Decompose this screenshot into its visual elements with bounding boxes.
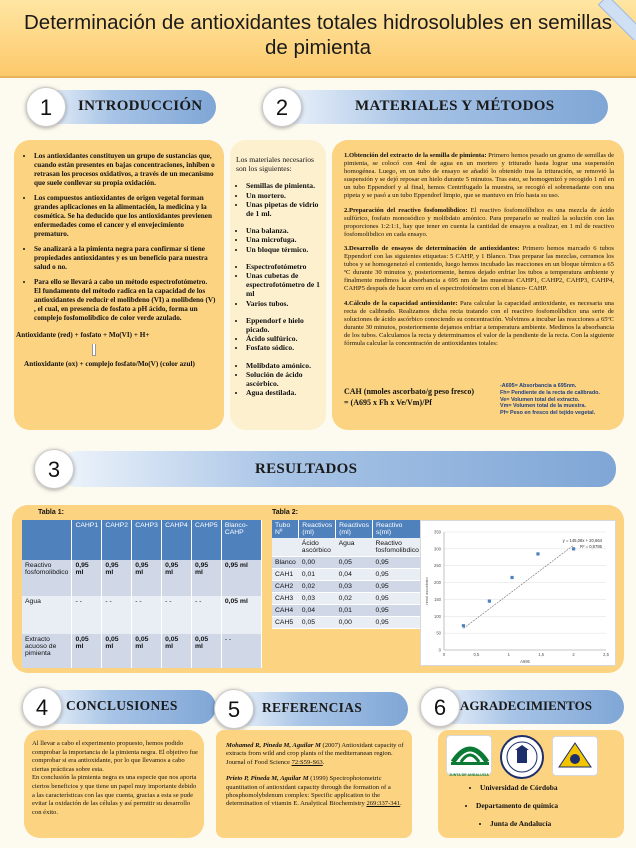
- method-heading: 4.Cálculo de la capacidad antioxidante:: [344, 299, 458, 307]
- x-tick-label: 0,5: [473, 652, 480, 657]
- method-heading: 1.Obtención del extracto de la semilla de pimienta:: [344, 152, 487, 159]
- section-number-3: 3: [34, 449, 74, 489]
- section-number-6: 6: [420, 687, 460, 727]
- acknowledgement-item: • Universidad de Córdoba: [480, 782, 620, 793]
- y-tick-label: 300: [434, 546, 441, 552]
- t2-cell: 0,02: [299, 581, 336, 593]
- y-tick-label: 250: [434, 563, 441, 569]
- reference-end: .: [322, 758, 325, 766]
- junta-logo-text: JUNTA DE ANDALUCIA: [449, 773, 489, 777]
- y-tick-label: 0: [438, 647, 441, 653]
- t2-cell: CAH1: [272, 569, 299, 581]
- material-item: • Unas pipetas de vidrio de 1 ml.: [246, 200, 326, 218]
- y-tick-label: 350: [434, 529, 441, 535]
- reference-end: .: [400, 800, 402, 808]
- legend-line: Fh= Pendiente de la recta de calibrado.: [500, 389, 600, 396]
- table-row: [22, 634, 262, 668]
- y-axis-label: nmol ascorbato: [424, 577, 429, 605]
- method-body: Para calcular la capacidad antioxidante, es necesaria una recta de calibrado. Realizamos dicha recta tratando con el reactivo fosfomolíbdico una serie de soluciones de ácido ascórbico conociendo su concentración. Volvimos a incubar las reacciones a 65ºC durante 30 minutos, posteriormente dejamos enfriar a temperatura ambiente. Medimos la absorbancia de los tubos. Calculamos la recta y determinamos el valor de la pendiente de la recta. Con la siguiente fórmula calcular la concentración de antioxidantes totales:: [344, 299, 614, 347]
- tabla2: [272, 520, 422, 629]
- formula-line-1: CAH (nmoles ascorbato/g peso fresco): [344, 387, 475, 396]
- table-row: [272, 581, 422, 593]
- method-body: Primero hemos marcado 6 tubos Eppendorf con las siguientes etiquetas: 5 CAHP, y 1 Blanco. Tras preparar las mezclas, cerramos los tubos y se homogeneizó el contenido, luego hemos incubado las reacciones en un bloque térmico a 65 ºC durante 30 minutos y, posteriormente, hemos dejado enfriar los tubos a temperatura ambiente y finalmente medimos la absorbancia a 695 nm de las muestras CAHP1, CAHP2, CAHP3, CAHP4, CAHP5 después de hacer cero en el espectrofotómetro con el blanco- CAHP.: [344, 244, 615, 293]
- t1-cell: Reactivo fosfomolibdico: [22, 560, 72, 596]
- data-point: [488, 600, 491, 603]
- method-body: Primero hemos pesado un gramo de semillas de pimienta, se colocó con 4ml de agua en un mortero y triturado hasta lograr una suspensión homogénea. Luego, en un tubo de ensayo se añadió lo obtenido tras la trituración, se removió la suspensión y se dejó reposar en hielo durante 5 minutos. Tras esto, se homogenizó y recogido 1 ml en un tubo Eppendorf y al final, hemos Centrifugado la muestra, se recogió el sobrenadante con una pipeta y se pasó a un tubo Eppendorf limpio, que se mantuvo en frío hasta su uso.: [344, 152, 615, 200]
- poster-title: Determinación de antioxidantes totales hidrosolubles en semillas de pimienta: [24, 11, 612, 59]
- reference-item: [226, 742, 406, 767]
- reference-authors: Mohamed R, Pineda M, Aguilar M: [226, 742, 321, 749]
- t1-header: CAHP3: [132, 520, 162, 560]
- reaction-arrow: [92, 344, 96, 356]
- t2-cell: CAH3: [272, 593, 299, 605]
- table-row: [272, 538, 422, 557]
- reaction-line-1: Antioxidante (red) + fosfato + Mo(VI) + H+: [16, 331, 150, 339]
- t2-cell: 0,05: [336, 557, 373, 569]
- material-item: • Ácido sulfúrico.: [246, 334, 326, 343]
- section-number-5: 5: [214, 689, 254, 729]
- calibration-chart: [420, 520, 616, 666]
- reference-body: (2007) Antioxidant capacity of extracts from wild and crop plants of the mediterranean region. Journal of Food Science: [226, 742, 404, 766]
- acknowledgement-item: • Departamento de química: [476, 800, 620, 811]
- material-item: • Espectrofotómetro: [246, 262, 326, 271]
- material-item: • Una microfuga.: [246, 235, 326, 244]
- y-tick-label: 100: [434, 613, 441, 619]
- t2-cell: CAH5: [272, 617, 299, 629]
- materials-heading: MATERIALES Y MÉTODOS: [355, 98, 555, 114]
- material-item: • Solución de ácido ascórbico.: [246, 370, 326, 388]
- intro-para: Para ello se llevará a cabo un método espectrofotómetro.: [34, 278, 208, 286]
- t1-cell: 0,95 ml: [191, 560, 221, 596]
- material-item: • Molibdato amónico.: [246, 361, 326, 370]
- data-point: [462, 624, 465, 627]
- t2-cell: 0,95: [372, 617, 421, 629]
- reference-body: (1999) Spectrophotometric quantitation of antioxidant capacity through the formation of a phosphomolybdenum complex: Specific application to the determination of vitamin E. Analytical Biochemistry: [226, 775, 391, 808]
- t2-cell: 0,00: [336, 617, 373, 629]
- chemistry-logo-icon: [553, 737, 597, 775]
- method-heading: 3.Desarrollo de ensayos de determinación de antioxidantes:: [344, 244, 520, 252]
- table-row: [22, 560, 262, 596]
- r-squared-label: R² = 0,9785: [580, 544, 602, 549]
- results-heading: RESULTADOS: [255, 461, 358, 477]
- references-text: [226, 742, 406, 809]
- method-heading: 2.Preparación del reactivo fosfomolíbdico:: [344, 206, 468, 214]
- acknowledgement-item: • Junta de Andalucía: [490, 818, 620, 829]
- section-number-1: 1: [26, 87, 66, 127]
- material-item: • Unas cubetas de espectrofotómetro de 1 ml: [246, 271, 326, 299]
- acknowledgements-list: [470, 782, 620, 829]
- t2-cell: 0,03: [336, 581, 373, 593]
- material-item: • Semillas de pimienta.: [246, 181, 326, 190]
- table-row: [272, 569, 422, 581]
- reference-link[interactable]: 72:S59-S63: [291, 758, 323, 766]
- materials-list: [236, 155, 326, 397]
- t1-cell: - -: [162, 596, 192, 634]
- methods-text: [344, 152, 614, 354]
- t1-cell: 0,95 ml: [72, 560, 102, 596]
- table-row: [272, 557, 422, 569]
- material-item: • Una balanza.: [246, 226, 326, 235]
- x-tick-label: 1,5: [538, 652, 545, 657]
- y-tick-label: 50: [436, 630, 441, 636]
- t1-cell: 0,95 ml: [221, 560, 261, 596]
- formula-legend: [500, 383, 618, 417]
- intro-text: [16, 152, 218, 369]
- t2-header: Tubo Nº: [272, 520, 299, 538]
- t1-cell: - -: [221, 634, 261, 668]
- intro-bullet: • Los compuestos antioxidantes de origen vegetal forman grandes aplicaciones en la alimentación, la medicina y la cosmética. Se ha deducido que los antioxidantes previenen enfermedades como el cancer y el envejecimiento prematuro.: [34, 194, 218, 239]
- section-number-4: 4: [22, 687, 62, 727]
- conclusions-heading: CONCLUSIONES: [66, 698, 178, 713]
- trendline-equation: y = 145,08x + 20,664: [562, 538, 602, 543]
- t2-cell: 0,01: [336, 605, 373, 617]
- t1-header: Blanco-CAHP: [221, 520, 261, 560]
- x-tick-label: 0: [442, 652, 446, 657]
- material-item: • Un bloque térmico.: [246, 245, 326, 254]
- corner-ribbon: [596, 0, 636, 40]
- t2-cell: 0,95: [372, 557, 421, 569]
- x-tick-label: 1: [507, 652, 510, 657]
- tabla1: [22, 520, 262, 668]
- tabla2-label: Tabla 2:: [272, 509, 298, 516]
- formula-line-2: = (A695 x Fh x Ve/Vm)/Pf: [344, 398, 432, 407]
- t1-cell: - -: [72, 596, 102, 634]
- t2-cell: 0,04: [299, 605, 336, 617]
- t2-cell: [272, 538, 299, 557]
- chemistry-logo: [552, 736, 598, 776]
- t2-header: Reactivo s(ml): [372, 520, 421, 538]
- data-point: [572, 547, 575, 550]
- t1-cell: - -: [191, 596, 221, 634]
- material-item: • Un mortero.: [246, 191, 326, 200]
- intro-heading: INTRODUCCIÓN: [78, 98, 203, 114]
- t1-cell: Extracto acuoso de pimienta: [22, 634, 72, 668]
- material-item: • Fosfato sódico.: [246, 343, 326, 352]
- t2-header: Reactivos (ml): [336, 520, 373, 538]
- table-row: [22, 596, 262, 634]
- t1-header: CAHP5: [191, 520, 221, 560]
- intro-bullet: • Los antioxidantes constituyen un grupo de sustancias que, cuando están presentes en bajas concentraciones, inhiben o retrasan los procesos oxidativos, a través de un mecanismo que suele conllevar su propia oxidación.: [34, 152, 218, 188]
- intro-bullet: • Se analizará a la pimienta negra para confirmar si tiene propiedades antioxidantes y es un beneficio para nuestra salud o no.: [34, 245, 218, 272]
- t1-cell: 0,95 ml: [162, 560, 192, 596]
- legend-line: Vm= Volumen total de la muestra.: [500, 403, 587, 410]
- t2-header: Reactivos (ml): [299, 520, 336, 538]
- t1-cell: 0,05 ml: [221, 596, 261, 634]
- t1-cell: 0,05 ml: [72, 634, 102, 668]
- t1-cell: 0,05 ml: [191, 634, 221, 668]
- formula: [344, 386, 494, 408]
- references-heading: REFERENCIAS: [262, 700, 363, 715]
- t2-cell: Blanco: [272, 557, 299, 569]
- material-item: • Eppendorf e hielo picado.: [246, 316, 326, 334]
- t1-cell: 0,95 ml: [102, 560, 132, 596]
- materials-intro: Los materiales necesarios son los siguientes:: [236, 155, 315, 174]
- table-row: [272, 593, 422, 605]
- uco-seal: [500, 735, 544, 779]
- t1-cell: - -: [132, 596, 162, 634]
- t2-cell: 0,95: [372, 569, 421, 581]
- t1-cell: - -: [102, 596, 132, 634]
- university-seal-icon: [502, 737, 542, 777]
- t1-cell: Agua: [22, 596, 72, 634]
- t1-header: CAHP1: [72, 520, 102, 560]
- y-tick-label: 200: [434, 580, 441, 586]
- trend-line: [463, 545, 573, 628]
- tabla1-label: Tabla 1:: [38, 509, 64, 516]
- conclusions-text: Al llevar a cabo el experimento propuesto, hemos podido comprobar la importancia de la pimienta negra. El objetivo fue comprobar si era antioxidante, por lo que llevamos a cabo ciertas prácticas sobre esta. En conclusión la pimienta negra es una especie que nos aporta ciertos beneficios y que tiene un papel muy importante debido a las características con las que cuenta, gracias a esta se pude evitar la oxidación de las células y así permitir su desarrollo con éxito.: [32, 740, 198, 816]
- t1-cell: 0,05 ml: [132, 634, 162, 668]
- reference-authors: Prieto P, Pineda M, Aguilar M: [226, 775, 309, 783]
- legend-line: -A695= Absorbancia a 695nm.: [500, 383, 577, 389]
- t2-cell: 0,00: [299, 557, 336, 569]
- t2-cell: 0,02: [336, 593, 373, 605]
- t2-cell: 0,95: [372, 605, 421, 617]
- section-number-2: 2: [262, 87, 302, 127]
- acknowledgements-heading: AGRADECIMIENTOS: [460, 698, 592, 713]
- t1-cell: 0,05 ml: [102, 634, 132, 668]
- t2-cell: 0,03: [299, 593, 336, 605]
- t1-header: CAHP4: [162, 520, 192, 560]
- t1-header: [22, 520, 72, 560]
- x-axis-label: A695: [520, 659, 530, 664]
- junta-emblem-icon: [447, 736, 493, 768]
- t2-cell: 0,01: [299, 569, 336, 581]
- legend-line: Pf= Peso en fresco del tejido vegetal.: [500, 410, 596, 417]
- intro-para: El fundamento del método radica en la capacidad de los antioxidantes de reducir el molibdeno (VI) a molibdeno (V) , el cual, en presencia de fosfato a pH ácido, forma un complejo fosfomolibdico de color verde azulado.: [34, 287, 216, 322]
- table-row: [272, 605, 422, 617]
- t2-cell: 0,05: [299, 617, 336, 629]
- legend-line: Ve= Volumen total del extracto.: [500, 396, 580, 403]
- x-tick-label: 2,5: [603, 652, 609, 657]
- junta-logo: [446, 735, 492, 775]
- material-item: • Agua destilada.: [246, 388, 326, 397]
- t2-cell: 0,95: [372, 593, 421, 605]
- t1-cell: 0,05 ml: [162, 634, 192, 668]
- t2-cell: Agua: [336, 538, 373, 557]
- reference-link[interactable]: 269:337-341: [366, 800, 401, 808]
- t2-cell: 0,04: [336, 569, 373, 581]
- t2-cell: CAH4: [272, 605, 299, 617]
- table-row: [272, 617, 422, 629]
- t2-cell: Ácido ascórbico: [299, 538, 336, 557]
- t1-header: CAHP2: [102, 520, 132, 560]
- data-point: [510, 576, 513, 579]
- data-point: [536, 552, 539, 555]
- t2-cell: 0,95: [372, 581, 421, 593]
- reference-item: [226, 775, 406, 809]
- material-item: • Varios tubos.: [246, 299, 326, 308]
- t2-cell: CAH2: [272, 581, 299, 593]
- t1-cell: 0,95 ml: [132, 560, 162, 596]
- method-body: El reactivo fosfomolíbdico es una mezcla de ácido sulfúrico, fosfato monosódico y molibdato amónico. Para prepararlo se realizó la solución con las proporciones 1:2:1:1, hay que tener en cuenta la cantidad de ensayos a realizar, en 1 ml de reactivo fosfomolibdico en cada ensayo.: [344, 206, 614, 238]
- t2-cell: Reactivo fosfomolibdico: [372, 538, 421, 557]
- reaction-line-2: Antioxidante (ox) + complejo fosfato/Mo(V) (color azul): [24, 360, 195, 368]
- y-tick-label: 150: [434, 596, 441, 602]
- x-tick-label: 2: [572, 652, 575, 657]
